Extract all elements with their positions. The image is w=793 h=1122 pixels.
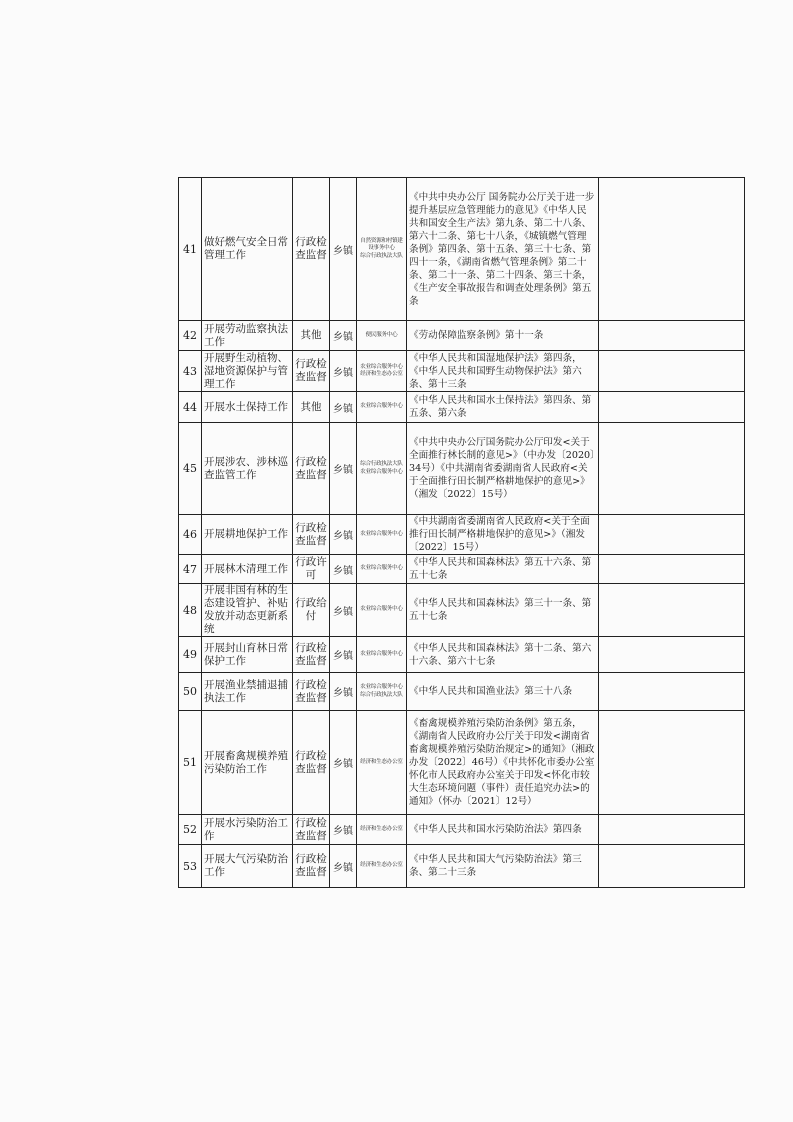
row-number: 52 [179,815,202,845]
legal-basis-cell: 《劳动保障监察条例》第十一条 [407,321,599,351]
department-name: 农业综合服务中心 [360,403,403,410]
level-cell: 乡镇 [330,423,357,515]
department-name: 经济和生态办公室 [360,758,403,765]
table-row [179,515,745,555]
legal-basis-cell: 《中共湖南省委湖南省人民政府<关于全面推行田长制严格耕地保护的意见>》（湘发〔2022〕15号） [407,515,599,555]
row-number: 42 [179,321,202,351]
table-row [179,673,745,711]
level-cell: 乡镇 [330,392,357,423]
level-cell: 乡镇 [330,845,357,888]
notes-cell [599,673,745,711]
notes-cell [599,423,745,515]
department-cell [357,584,407,637]
task-cell: 开展畜禽规模养殖污染防治工作 [202,711,293,815]
table-row [179,584,745,637]
duty-type-cell: 行政检查监督 [293,351,330,392]
department-name: 农业综合服务中心 [360,363,403,370]
duty-type-cell: 行政检查监督 [293,673,330,711]
level-cell: 乡镇 [330,584,357,637]
task-cell: 做好燃气安全日常管理工作 [202,178,293,321]
level-cell: 乡镇 [330,711,357,815]
department-name: 经济和生态办公室 [360,825,403,832]
row-number: 44 [179,392,202,423]
table-row [179,321,745,351]
table-row [179,423,745,515]
level-cell: 乡镇 [330,815,357,845]
table-row [179,637,745,673]
notes-cell [599,711,745,815]
notes-cell [599,321,745,351]
row-number: 49 [179,637,202,673]
task-cell: 开展封山育林日常保护工作 [202,637,293,673]
duty-type-cell: 行政检查监督 [293,178,330,321]
table-row [179,815,745,845]
notes-cell [599,637,745,673]
legal-basis-cell: 《中华人民共和国森林法》第十二条、第六十六条、第六十七条 [407,637,599,673]
department-name: 农业综合服务中心 [360,684,403,690]
task-cell: 开展大气污染防治工作 [202,845,293,888]
task-cell: 开展耕地保护工作 [202,515,293,555]
department-cell [357,392,407,423]
notes-cell [599,845,745,888]
legal-basis-cell: 《中华人民共和国渔业法》第三十八条 [407,673,599,711]
table-row [179,845,745,888]
table-row [179,392,745,423]
row-number: 46 [179,515,202,555]
row-number: 51 [179,711,202,815]
legal-basis-cell: 《畜禽规模养殖污染防治条例》第五条，《湖南省人民政府办公厅关于印发<湖南省畜禽规模养殖污染防治规定>的通知》（湘政办发〔2022〕46号）《中共怀化市委办公室怀化市人民政府办公室关于印发<怀化市较大生态环境问题（事件）责任追究办法>的通知》（怀办〔2021〕12号） [407,711,599,815]
row-number: 50 [179,673,202,711]
level-cell: 乡镇 [330,321,357,351]
legal-basis-cell: 《中华人民共和国水土保持法》第四条、第五条、第六条 [407,392,599,423]
department-cell [357,637,407,673]
task-cell: 开展水污染防治工作 [202,815,293,845]
level-cell: 乡镇 [330,673,357,711]
notes-cell [599,392,745,423]
duty-type-cell: 行政检查监督 [293,423,330,515]
department-name: 农业综合服务中心 [360,650,403,657]
notes-cell [599,815,745,845]
level-cell: 乡镇 [330,637,357,673]
duty-list-table [178,177,745,888]
department-cell [357,515,407,555]
duty-type-cell: 行政检查监督 [293,515,330,555]
level-cell: 乡镇 [330,515,357,555]
legal-basis-cell: 《中华人民共和国水污染防治法》第四条 [407,815,599,845]
row-number: 53 [179,845,202,888]
notes-cell [599,555,745,584]
duty-type-cell: 行政给付 [293,584,330,637]
department-name: 综合行政执法大队 [360,252,403,259]
department-cell [357,321,407,351]
department-cell [357,815,407,845]
notes-cell [599,584,745,637]
department-name: 农业综合服务中心 [360,530,403,537]
table-body [179,178,745,888]
department-cell [357,711,407,815]
task-cell: 开展野生动植物、湿地资源保护与管理工作 [202,351,293,392]
department-name: 农业综合服务中心 [360,606,403,613]
duty-type-cell: 其他 [293,392,330,423]
notes-cell [599,351,745,392]
department-name: 设事务中心 [368,245,395,252]
table-row [179,711,745,815]
department-cell [357,555,407,584]
row-number: 47 [179,555,202,584]
department-name: 便民服务中心 [365,331,398,338]
duty-type-cell: 行政许可 [293,555,330,584]
department-name: 农业综合服务中心 [360,565,403,572]
duty-type-cell: 行政检查监督 [293,637,330,673]
department-name: 经济和生态办公室 [360,862,403,869]
legal-basis-cell: 《中共中央办公厅国务院办公厅印发<关于全面推行林长制的意见>》（中办发〔2020〕34号）《中共湖南省委湖南省人民政府<关于全面推行田长制严格耕地保护的意见>》（湘发〔2022〕15号） [407,423,599,515]
department-cell [357,178,407,321]
table-row [179,555,745,584]
level-cell: 乡镇 [330,178,357,321]
level-cell: 乡镇 [330,351,357,392]
duty-type-cell: 行政检查监督 [293,711,330,815]
legal-basis-cell: 《中华人民共和国大气污染防治法》第三条、第二十三条 [407,845,599,888]
legal-basis-cell: 《中共中央办公厅 国务院办公厅关于进一步提升基层应急管理能力的意见》《中华人民共和国安全生产法》第九条、第二十八条、第六十二条、第七十八条，《城镇燃气管理条例》第四条、第十五条、第三十七条、第四十一条，《湖南省燃气管理条例》第二十条、第二十一条、第二十四条、第三十条，《生产安全事故报告和调查处理条例》第五条 [407,178,599,321]
department-name: 经济和生态办公室 [360,371,403,377]
task-cell: 开展非国有林的生态建设管护、补贴发放并动态更新系统 [202,584,293,637]
duty-type-cell: 行政检查监督 [293,845,330,888]
row-number: 41 [179,178,202,321]
level-cell: 乡镇 [330,555,357,584]
department-name: 综合行政执法大队 [360,691,403,698]
department-cell [357,673,407,711]
row-number: 45 [179,423,202,515]
duty-type-cell: 行政检查监督 [293,815,330,845]
row-number: 48 [179,584,202,637]
task-cell: 开展劳动监察执法工作 [202,321,293,351]
department-name: 综合行政执法大队 [360,461,403,467]
task-cell: 开展涉农、涉林巡查监管工作 [202,423,293,515]
table-row [179,178,745,321]
notes-cell [599,178,745,321]
task-cell: 开展渔业禁捕退捕执法工作 [202,673,293,711]
department-name: 自然资源和村镇建 [360,237,403,244]
duty-type-cell: 其他 [293,321,330,351]
task-cell: 开展林木清理工作 [202,555,293,584]
department-cell [357,423,407,515]
legal-basis-cell: 《中华人民共和国森林法》第三十一条、第五十七条 [407,584,599,637]
department-name: 农业综合服务中心 [360,468,403,475]
task-cell: 开展水土保持工作 [202,392,293,423]
notes-cell [599,515,745,555]
table-row [179,351,745,392]
legal-basis-cell: 《中华人民共和国湿地保护法》第四条，《中华人民共和国野生动物保护法》第六条、第十三条 [407,351,599,392]
row-number: 43 [179,351,202,392]
legal-basis-cell: 《中华人民共和国森林法》第五十六条、第五十七条 [407,555,599,584]
department-cell [357,845,407,888]
department-cell [357,351,407,392]
